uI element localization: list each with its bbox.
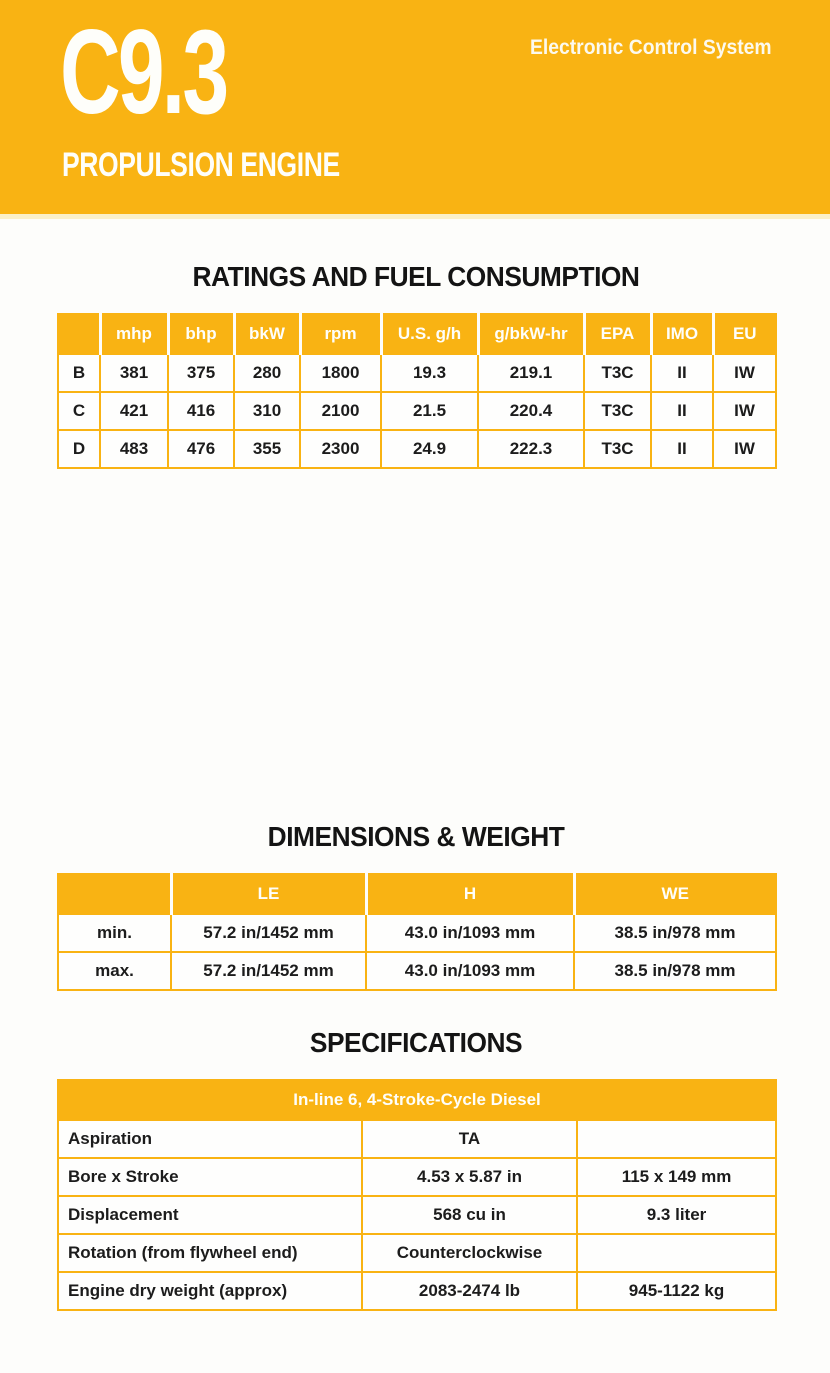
table-cell: T3C [584, 430, 651, 468]
table-cell: II [651, 354, 713, 392]
table-cell: 280 [234, 354, 300, 392]
col-header-epa: EPA [584, 314, 651, 354]
col-header-we: WE [574, 874, 776, 914]
table-cell: 375 [168, 354, 234, 392]
spec-row-bore-stroke [58, 1158, 776, 1196]
spec-label: Rotation (from flywheel end) [58, 1234, 362, 1272]
specifications-table [57, 1079, 777, 1311]
dimensions-row-max [58, 952, 776, 990]
corner-cell [58, 314, 100, 354]
dimensions-row-min [58, 914, 776, 952]
table-cell: 2300 [300, 430, 381, 468]
engine-model-title: C9.3 [60, 5, 227, 139]
hero-banner [0, 0, 830, 214]
spec-row-rotation [58, 1234, 776, 1272]
row-label: C [58, 392, 100, 430]
row-label: max. [58, 952, 171, 990]
table-cell: 43.0 in/1093 mm [366, 914, 574, 952]
row-label: B [58, 354, 100, 392]
col-header-bkw: bkW [234, 314, 300, 354]
table-cell: 381 [100, 354, 168, 392]
col-header-le: LE [171, 874, 366, 914]
ratings-row-d [58, 430, 776, 468]
blank-spacer [57, 469, 775, 821]
ratings-section-title: RATINGS AND FUEL CONSUMPTION [192, 261, 640, 292]
table-cell: 219.1 [478, 354, 584, 392]
spec-value-metric: 945-1122 kg [577, 1272, 776, 1310]
specifications-section-title: SPECIFICATIONS [309, 1027, 523, 1058]
col-header-rpm: rpm [300, 314, 381, 354]
blank-spacer [57, 1311, 775, 1373]
spec-value-metric: 115 x 149 mm [577, 1158, 776, 1196]
spec-value-metric: 9.3 liter [577, 1196, 776, 1234]
spec-label: Displacement [58, 1196, 362, 1234]
ratings-table [57, 313, 777, 469]
col-header-gbkwhr: g/bkW-hr [478, 314, 584, 354]
spec-value-metric [577, 1120, 776, 1158]
table-cell: 476 [168, 430, 234, 468]
spec-label: Engine dry weight (approx) [58, 1272, 362, 1310]
spec-value-imperial: Counterclockwise [362, 1234, 577, 1272]
row-label: D [58, 430, 100, 468]
table-cell: 38.5 in/978 mm [574, 952, 776, 990]
spec-value-imperial: TA [362, 1120, 577, 1158]
table-cell: 222.3 [478, 430, 584, 468]
table-cell: 57.2 in/1452 mm [171, 914, 366, 952]
table-cell: 310 [234, 392, 300, 430]
table-cell: 21.5 [381, 392, 478, 430]
spec-row-displacement [58, 1196, 776, 1234]
spec-value-imperial: 4.53 x 5.87 in [362, 1158, 577, 1196]
table-cell: II [651, 430, 713, 468]
blank-spacer [57, 991, 775, 1027]
control-system-tagline: Electronic Control System [530, 36, 772, 59]
table-cell: II [651, 392, 713, 430]
col-header-mhp: mhp [100, 314, 168, 354]
table-cell: 483 [100, 430, 168, 468]
col-header-eu: EU [713, 314, 776, 354]
ratings-row-c [58, 392, 776, 430]
table-cell: 421 [100, 392, 168, 430]
table-cell: 38.5 in/978 mm [574, 914, 776, 952]
ratings-header-row [58, 314, 776, 354]
spec-row-dry-weight [58, 1272, 776, 1310]
dimensions-table [57, 873, 777, 991]
col-header-imo: IMO [651, 314, 713, 354]
specifications-header-row [58, 1080, 776, 1120]
ratings-row-b [58, 354, 776, 392]
corner-cell [58, 874, 171, 914]
spec-value-imperial: 568 cu in [362, 1196, 577, 1234]
table-cell: 43.0 in/1093 mm [366, 952, 574, 990]
col-header-bhp: bhp [168, 314, 234, 354]
col-header-h: H [366, 874, 574, 914]
dimensions-header-row [58, 874, 776, 914]
engine-configuration-header: In-line 6, 4-Stroke-Cycle Diesel [58, 1080, 776, 1120]
table-cell: 220.4 [478, 392, 584, 430]
table-cell: 57.2 in/1452 mm [171, 952, 366, 990]
spec-label: Bore x Stroke [58, 1158, 362, 1196]
spec-label: Aspiration [58, 1120, 362, 1158]
table-cell: 1800 [300, 354, 381, 392]
col-header-us-gh: U.S. g/h [381, 314, 478, 354]
content-area [57, 261, 775, 1373]
table-cell: 416 [168, 392, 234, 430]
table-cell: 2100 [300, 392, 381, 430]
table-cell: 24.9 [381, 430, 478, 468]
engine-type-subtitle: PROPULSION ENGINE [62, 146, 340, 184]
spec-value-imperial: 2083-2474 lb [362, 1272, 577, 1310]
dimensions-section-title: DIMENSIONS & WEIGHT [267, 821, 565, 852]
table-cell: IW [713, 392, 776, 430]
table-cell: 355 [234, 430, 300, 468]
spec-row-aspiration [58, 1120, 776, 1158]
spec-value-metric [577, 1234, 776, 1272]
table-cell: IW [713, 354, 776, 392]
row-label: min. [58, 914, 171, 952]
hero-bottom-strip [0, 214, 830, 219]
table-cell: T3C [584, 392, 651, 430]
table-cell: 19.3 [381, 354, 478, 392]
table-cell: IW [713, 430, 776, 468]
table-cell: T3C [584, 354, 651, 392]
